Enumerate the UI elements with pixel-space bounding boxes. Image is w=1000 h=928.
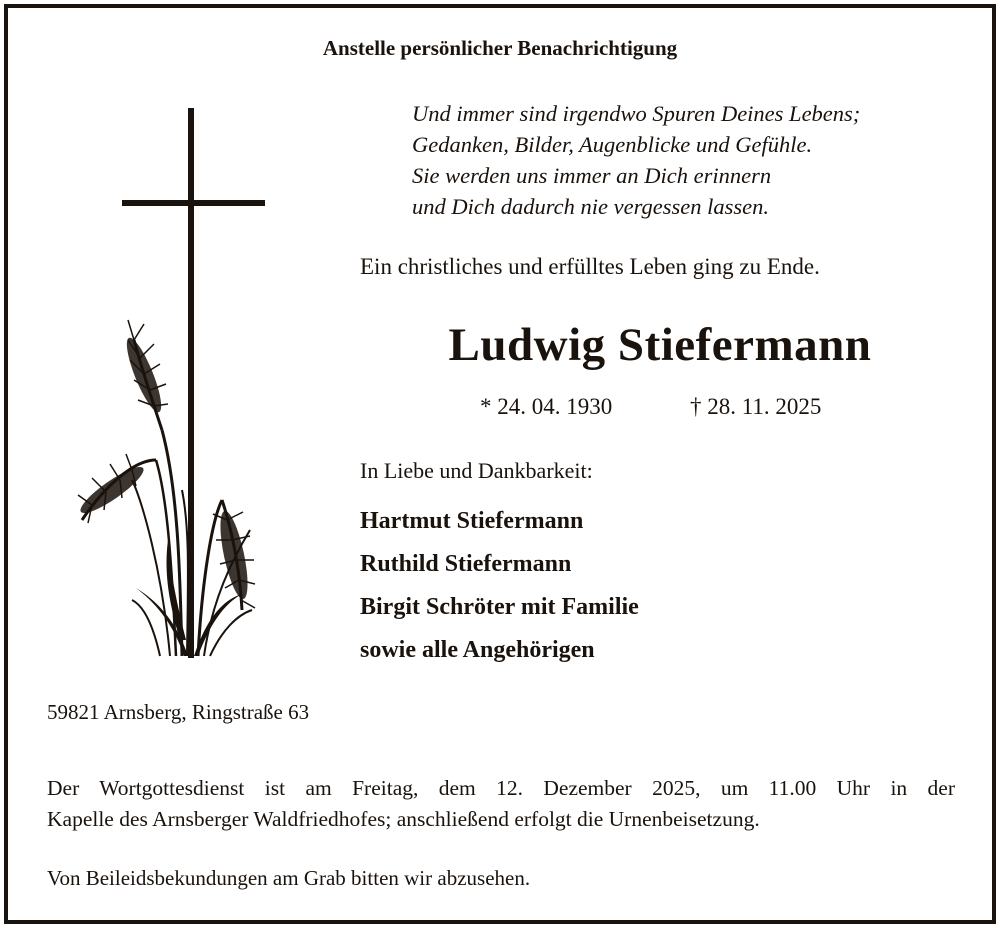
death-date: † 28. 11. 2025 [690,394,822,419]
poem [412,98,860,222]
service-line: Der Wortgottesdienst ist am Freitag, dem 12. Dezember 2025, um 11.00 Uhr in der [47,776,955,800]
mourner-name: Birgit Schröter mit Familie [360,594,639,620]
mourners-intro: In Liebe und Dankbarkeit: [360,458,593,483]
cross-with-wheat-icon [72,100,287,660]
closing-note: Von Beileidsbekundungen am Grab bitten wir abzusehen. [47,866,531,890]
service-info [47,773,955,835]
poem-line: Gedanken, Bilder, Augenblicke und Gefühle. [412,132,813,157]
poem-line: und Dich dadurch nie vergessen lassen. [412,194,770,219]
address: 59821 Arnsberg, Ringstraße 63 [47,700,310,724]
mourner-name: Ruthild Stiefermann [360,551,572,577]
intro-line: Ein christliches und erfülltes Leben ging zu Ende. [360,254,820,279]
mourner-name: Hartmut Stiefermann [360,508,584,534]
service-line: Kapelle des Arnsberger Waldfriedhofes; anschließend erfolgt die Urnenbeisetzung. [47,807,760,831]
birth-date: * 24. 04. 1930 [480,394,613,419]
notice-header: Anstelle persönlicher Benachrichtigung [322,36,678,60]
poem-line: Sie werden uns immer an Dich erinnern [412,163,772,188]
mourners-list [360,500,639,672]
poem-line: Und immer sind irgendwo Spuren Deines Lebens; [412,101,861,126]
deceased-name: Ludwig Stiefermann [448,319,872,371]
mourner-name: sowie alle Angehörigen [360,637,595,663]
